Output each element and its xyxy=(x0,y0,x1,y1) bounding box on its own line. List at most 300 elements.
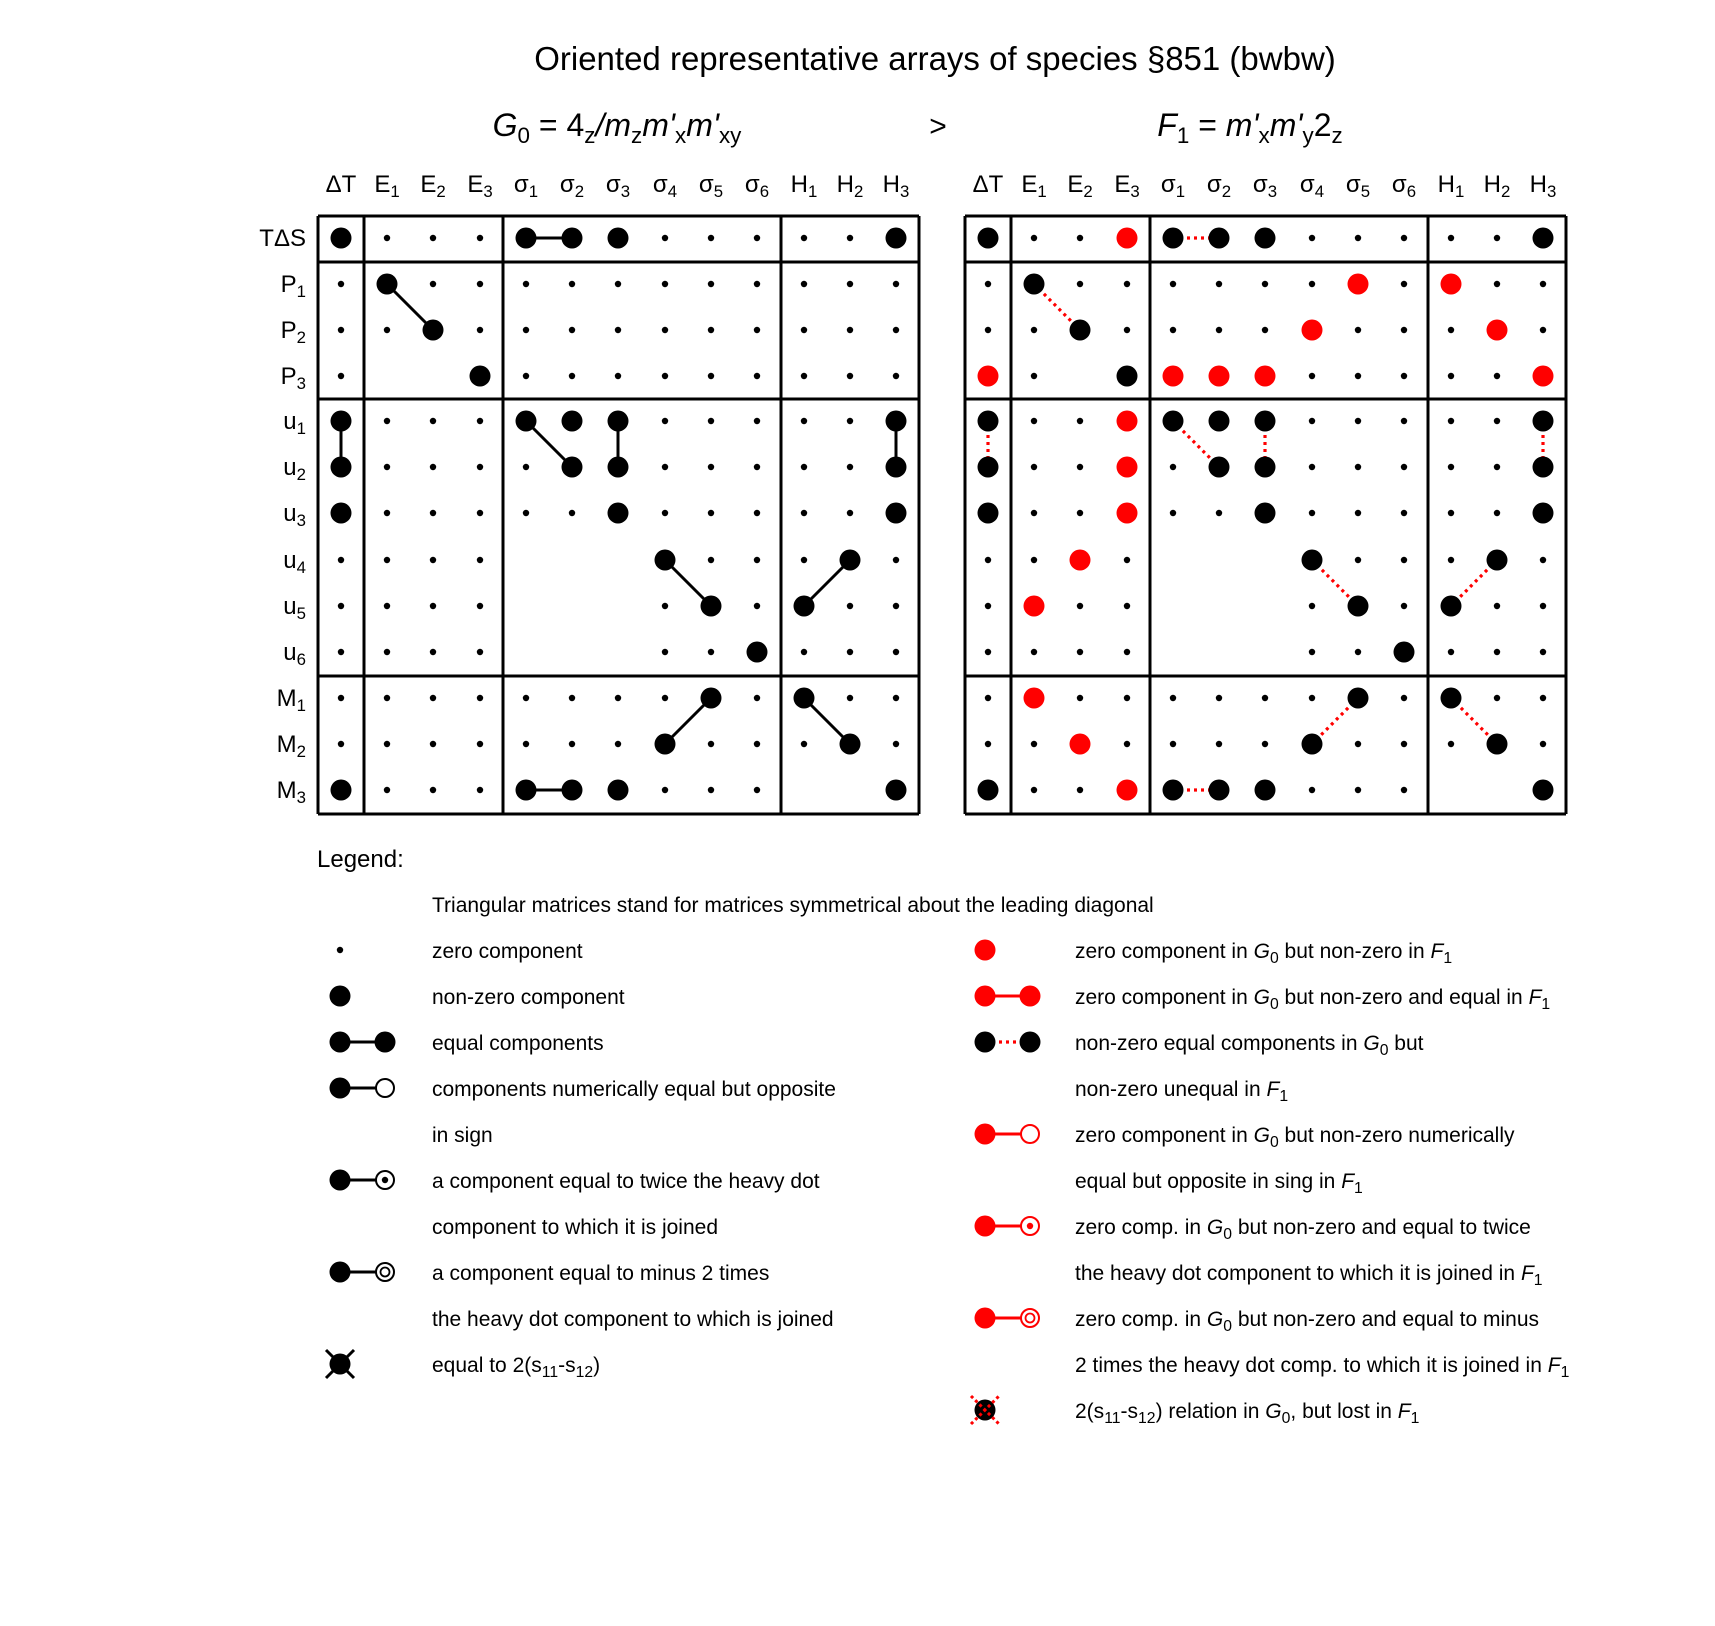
row-header: u5 xyxy=(283,593,306,624)
nonzero-component-dot xyxy=(886,780,907,801)
zero-component-dot xyxy=(1540,695,1546,701)
zero-component-dot xyxy=(1540,327,1546,333)
zero-component-dot xyxy=(1124,603,1130,609)
new-nonzero-component-dot xyxy=(1117,780,1138,801)
zero-component-dot xyxy=(847,235,853,241)
zero-component-dot xyxy=(477,281,483,287)
zero-component-dot xyxy=(477,510,483,516)
zero-component-dot xyxy=(847,649,853,655)
zero-component-dot xyxy=(384,510,390,516)
column-header: E1 xyxy=(1021,171,1047,202)
zero-component-dot xyxy=(1494,373,1500,379)
legend-left-item-text: the heavy dot component to which is joined xyxy=(432,1308,834,1331)
nonzero-component-dot xyxy=(1487,734,1508,755)
zero-component-dot xyxy=(708,327,714,333)
nonzero-component-dot xyxy=(331,780,352,801)
nonzero-component-dot xyxy=(1533,780,1554,801)
nonzero-component-dot xyxy=(1255,457,1276,478)
nonzero-component-dot xyxy=(562,228,583,249)
nonzero-component-dot xyxy=(331,228,352,249)
zero-component-dot xyxy=(801,235,807,241)
row-header: u2 xyxy=(283,454,306,485)
zero-component-dot xyxy=(754,741,760,747)
zero-component-dot xyxy=(801,510,807,516)
zero-component-dot xyxy=(662,603,668,609)
red-minus-two-link-icon xyxy=(975,1308,1040,1329)
column-header: H1 xyxy=(1437,171,1465,202)
zero-component-dot xyxy=(477,464,483,470)
zero-component-dot xyxy=(662,787,668,793)
zero-component-dot xyxy=(430,741,436,747)
zero-component-dot xyxy=(985,327,991,333)
nonzero-component-dot xyxy=(1348,688,1369,709)
zero-component-dot xyxy=(430,603,436,609)
nonzero-component-dot xyxy=(377,274,398,295)
zero-component-dot xyxy=(1262,695,1268,701)
nonzero-component-dot xyxy=(655,734,676,755)
zero-component-dot xyxy=(893,557,899,563)
column-header: σ4 xyxy=(652,171,678,202)
legend-left-item-text: equal components xyxy=(432,1032,604,1055)
zero-component-dot xyxy=(1355,235,1361,241)
zero-component-dot xyxy=(1124,695,1130,701)
zero-component-dot xyxy=(985,649,991,655)
zero-component-dot xyxy=(662,649,668,655)
zero-component-dot xyxy=(430,281,436,287)
nonzero-component-dot xyxy=(701,688,722,709)
zero-component-dot xyxy=(1124,327,1130,333)
zero-component-dot xyxy=(1216,741,1222,747)
nonzero-component-dot xyxy=(608,228,629,249)
zero-component-dot xyxy=(430,464,436,470)
zero-component-dot xyxy=(985,741,991,747)
legend-left-item-text: components numerically equal but opposite xyxy=(432,1078,836,1101)
zero-component-dot xyxy=(523,464,529,470)
nonzero-component-dot xyxy=(1533,411,1554,432)
zero-component-dot xyxy=(1355,327,1361,333)
zero-component-dot xyxy=(1401,235,1407,241)
zero-component-dot xyxy=(1448,418,1454,424)
nonzero-component-dot xyxy=(1533,457,1554,478)
column-header: E2 xyxy=(1067,171,1093,202)
red-equal-link-icon xyxy=(975,986,1041,1007)
zero-component-dot xyxy=(615,695,621,701)
zero-component-dot xyxy=(430,418,436,424)
zero-component-dot xyxy=(615,741,621,747)
nonzero-component-dot xyxy=(608,780,629,801)
new-nonzero-component-dot xyxy=(1117,411,1138,432)
zero-component-dot xyxy=(1401,510,1407,516)
zero-component-dot xyxy=(1309,418,1315,424)
new-nonzero-component-dot xyxy=(1117,228,1138,249)
legend-left-item-text: in sign xyxy=(432,1124,493,1147)
zero-component-dot xyxy=(384,464,390,470)
zero-component-dot xyxy=(1077,510,1083,516)
zero-component-dot xyxy=(1448,741,1454,747)
zero-component-dot xyxy=(430,557,436,563)
legend-left-item-text: equal to 2(s11-s12) xyxy=(432,1354,601,1381)
nonzero-component-dot xyxy=(331,411,352,432)
zero-component-dot xyxy=(1216,695,1222,701)
zero-component-dot xyxy=(893,649,899,655)
zero-component-dot xyxy=(1031,418,1037,424)
zero-component-dot xyxy=(1494,281,1500,287)
zero-component-dot xyxy=(1540,603,1546,609)
nonzero-component-dot xyxy=(516,411,537,432)
twice-link-icon xyxy=(330,1170,395,1191)
nonzero-component-dot xyxy=(1255,503,1276,524)
nonzero-component-dot xyxy=(608,503,629,524)
zero-component-dot xyxy=(338,557,344,563)
row-header: u1 xyxy=(283,408,306,439)
zero-component-dot xyxy=(1448,464,1454,470)
zero-component-dot xyxy=(1401,787,1407,793)
zero-component-dot xyxy=(1448,557,1454,563)
new-nonzero-component-dot xyxy=(1024,596,1045,617)
nonzero-component-dot xyxy=(794,596,815,617)
row-header: M3 xyxy=(276,777,306,808)
zero-component-dot xyxy=(801,373,807,379)
nonzero-component-dot xyxy=(886,457,907,478)
zero-component-dot xyxy=(384,418,390,424)
zero-component-dot xyxy=(1031,649,1037,655)
zero-component-dot xyxy=(1262,327,1268,333)
zero-component-dot xyxy=(754,418,760,424)
red-twice-link-icon xyxy=(975,1216,1040,1237)
zero-component-dot xyxy=(801,418,807,424)
zero-component-dot xyxy=(1355,557,1361,563)
column-header: σ2 xyxy=(1206,171,1232,202)
zero-component-dot xyxy=(662,281,668,287)
zero-component-dot xyxy=(1170,327,1176,333)
nonzero-component-dot xyxy=(423,320,444,341)
nonzero-component-dot xyxy=(1302,734,1323,755)
zero-component-dot xyxy=(1309,787,1315,793)
zero-component-dot xyxy=(477,787,483,793)
zero-component-dot xyxy=(1355,741,1361,747)
legend-right-item-text: 2(s11-s12) relation in G0, but lost in F1 xyxy=(1075,1400,1420,1427)
row-header: u6 xyxy=(283,639,306,670)
legend-left-item-text: zero component xyxy=(432,940,583,963)
zero-component-dot xyxy=(1355,510,1361,516)
column-header: E3 xyxy=(467,171,493,202)
zero-component-dot xyxy=(1077,787,1083,793)
column-header: σ2 xyxy=(559,171,585,202)
nonzero-component-dot xyxy=(608,457,629,478)
nonzero-component-dot xyxy=(331,457,352,478)
row-header: P2 xyxy=(280,317,306,348)
zero-component-dot xyxy=(754,281,760,287)
zero-component-dot xyxy=(1355,373,1361,379)
zero-component-dot xyxy=(338,327,344,333)
zero-component-dot xyxy=(1031,464,1037,470)
column-header: σ1 xyxy=(1160,171,1186,202)
zero-component-dot xyxy=(662,327,668,333)
zero-component-dot xyxy=(1077,603,1083,609)
zero-component-dot xyxy=(384,695,390,701)
zero-component-dot xyxy=(338,695,344,701)
column-header: σ1 xyxy=(513,171,539,202)
zero-component-dot xyxy=(338,603,344,609)
zero-component-dot xyxy=(569,510,575,516)
new-nonzero-component-dot xyxy=(1117,503,1138,524)
zero-component-dot xyxy=(708,649,714,655)
zero-component-dot xyxy=(985,695,991,701)
zero-component-dot xyxy=(1077,464,1083,470)
zero-component-dot xyxy=(1401,557,1407,563)
new-nonzero-component-dot xyxy=(1348,274,1369,295)
zero-component-dot xyxy=(569,741,575,747)
nonzero-component-dot xyxy=(747,642,768,663)
zero-component-dot xyxy=(1077,281,1083,287)
legend-heading: Legend: xyxy=(317,846,404,873)
zero-component-dot xyxy=(338,649,344,655)
zero-component-dot xyxy=(523,510,529,516)
zero-component-dot xyxy=(847,418,853,424)
column-header: σ6 xyxy=(1391,171,1417,202)
zero-component-dot xyxy=(708,373,714,379)
legend-right-item-text: non-zero unequal in F1 xyxy=(1075,1078,1289,1105)
zero-component-dot xyxy=(708,464,714,470)
row-header: M2 xyxy=(276,731,306,762)
nonzero-component-dot xyxy=(1441,596,1462,617)
zero-component-dot xyxy=(801,327,807,333)
zero-component-dot xyxy=(1309,281,1315,287)
zero-component-dot xyxy=(708,557,714,563)
zero-component-dot xyxy=(477,235,483,241)
nonzero-component-dot xyxy=(886,411,907,432)
zero-component-dot xyxy=(1216,281,1222,287)
matrix-child-group xyxy=(965,171,1566,814)
zero-component-dot xyxy=(1309,603,1315,609)
column-header: σ3 xyxy=(605,171,631,202)
zero-component-dot xyxy=(662,235,668,241)
zero-component-dot xyxy=(985,603,991,609)
nonzero-component-dot xyxy=(1163,780,1184,801)
zero-component-dot xyxy=(893,281,899,287)
zero-component-dot xyxy=(1540,557,1546,563)
zero-component-dot xyxy=(523,327,529,333)
column-header: H2 xyxy=(836,171,864,202)
legend-right-item-text: zero comp. in G0 but non-zero and equal to minus xyxy=(1075,1308,1540,1335)
zero-component-dot xyxy=(847,695,853,701)
zero-component-dot xyxy=(708,510,714,516)
zero-component-dot xyxy=(1170,741,1176,747)
row-header: u4 xyxy=(283,547,306,578)
legend-right-item-text: zero comp. in G0 but non-zero and equal to twice xyxy=(1075,1216,1531,1243)
zero-component-dot xyxy=(477,557,483,563)
nonzero-component-dot xyxy=(840,734,861,755)
zero-component-dot xyxy=(1401,695,1407,701)
legend-right-item-text: the heavy dot component to which it is joined in F1 xyxy=(1075,1262,1543,1289)
zero-component-dot xyxy=(1494,603,1500,609)
opposite-link-icon xyxy=(330,1078,395,1099)
nonzero-component-dot xyxy=(1209,457,1230,478)
row-header: P1 xyxy=(280,271,306,302)
zero-component-dot xyxy=(338,373,344,379)
zero-component-dot xyxy=(1309,695,1315,701)
zero-component-dot xyxy=(477,327,483,333)
zero-component-dot xyxy=(1355,418,1361,424)
zero-component-dot xyxy=(1031,510,1037,516)
zero-component-dot xyxy=(384,649,390,655)
zero-component-dot xyxy=(1494,235,1500,241)
zero-component-dot xyxy=(1448,327,1454,333)
zero-component-dot xyxy=(430,787,436,793)
nonzero-component-dot xyxy=(1209,411,1230,432)
column-header: E3 xyxy=(1114,171,1140,202)
zero-component-dot xyxy=(1031,557,1037,563)
zero-component-dot xyxy=(1170,510,1176,516)
zero-component-dot xyxy=(847,510,853,516)
zero-component-dot xyxy=(1031,741,1037,747)
zero-component-dot xyxy=(1031,327,1037,333)
zero-component-dot xyxy=(1309,373,1315,379)
column-header: H2 xyxy=(1483,171,1511,202)
row-header: P3 xyxy=(280,363,306,394)
zero-component-dot xyxy=(1124,741,1130,747)
zero-component-dot xyxy=(985,557,991,563)
zero-component-dot xyxy=(893,327,899,333)
nonzero-component-dot xyxy=(1024,274,1045,295)
column-header: H1 xyxy=(790,171,818,202)
zero-component-dot xyxy=(384,235,390,241)
zero-component-dot xyxy=(662,418,668,424)
zero-component-dot xyxy=(1401,281,1407,287)
nonzero-component-dot xyxy=(1348,596,1369,617)
zero-component-dot xyxy=(1494,510,1500,516)
zero-component-dot xyxy=(754,373,760,379)
zero-component-dot xyxy=(1077,649,1083,655)
zero-component-dot xyxy=(477,695,483,701)
new-nonzero-component-dot xyxy=(978,366,999,387)
zero-component-dot xyxy=(1448,373,1454,379)
zero-component-dot xyxy=(1494,418,1500,424)
new-nonzero-component-dot xyxy=(1255,366,1276,387)
zero-component-dot xyxy=(523,373,529,379)
zero-component-dot xyxy=(1355,464,1361,470)
new-nonzero-component-dot xyxy=(1533,366,1554,387)
column-header: σ4 xyxy=(1299,171,1325,202)
nonzero-component-dot xyxy=(1163,411,1184,432)
zero-component-dot xyxy=(523,281,529,287)
column-header: E2 xyxy=(420,171,446,202)
zero-component-dot xyxy=(1540,281,1546,287)
zero-component-dot xyxy=(1309,235,1315,241)
legend xyxy=(317,846,1569,1427)
zero-component-dot xyxy=(477,603,483,609)
column-header: ΔT xyxy=(972,171,1004,198)
legend-right-item-text: non-zero equal components in G0 but xyxy=(1075,1032,1424,1059)
zero-component-dot xyxy=(384,787,390,793)
zero-component-dot xyxy=(754,695,760,701)
figure-title: Oriented representative arrays of species §851 (bwbw) xyxy=(534,40,1336,77)
zero-component-dot xyxy=(477,418,483,424)
zero-component-dot xyxy=(430,510,436,516)
zero-component-dot xyxy=(847,373,853,379)
zero-component-dot xyxy=(1309,649,1315,655)
zero-component-dot xyxy=(615,373,621,379)
zero-component-dot xyxy=(1401,741,1407,747)
zero-component-dot xyxy=(1494,649,1500,655)
zero-component-dot xyxy=(569,327,575,333)
zero-component-dot xyxy=(1401,327,1407,333)
zero-component-dot xyxy=(893,603,899,609)
zero-component-dot xyxy=(1031,373,1037,379)
zero-component-dot xyxy=(1540,741,1546,747)
zero-component-dot xyxy=(523,741,529,747)
zero-component-dot xyxy=(754,327,760,333)
nonzero-component-dot xyxy=(1117,366,1138,387)
nonzero-component-dot xyxy=(1209,780,1230,801)
zero-component-dot xyxy=(1494,695,1500,701)
nonzero-component-dot xyxy=(1209,228,1230,249)
zero-component-dot xyxy=(1401,464,1407,470)
zero-component-dot xyxy=(430,235,436,241)
parent-group-label: G0 = 4z/mzm'xm'xy xyxy=(492,107,742,148)
zero-component-dot xyxy=(801,557,807,563)
zero-component-dot xyxy=(708,418,714,424)
zero-component-dot xyxy=(338,741,344,747)
zero-component-dot xyxy=(662,510,668,516)
column-header: σ5 xyxy=(698,171,724,202)
zero-component-dot xyxy=(1401,603,1407,609)
big-dot-icon xyxy=(330,986,351,1007)
zero-component-dot xyxy=(384,603,390,609)
zero-component-dot xyxy=(893,373,899,379)
minus-two-link-icon xyxy=(330,1262,395,1283)
zero-component-dot xyxy=(1448,510,1454,516)
row-header: M1 xyxy=(276,685,306,716)
legend-left-item-text: a component equal to twice the heavy dot xyxy=(432,1170,820,1193)
zero-component-dot xyxy=(754,510,760,516)
zero-component-dot xyxy=(1077,418,1083,424)
zero-component-dot xyxy=(477,649,483,655)
comparison-symbol: > xyxy=(929,110,947,143)
zero-component-dot xyxy=(847,327,853,333)
zero-component-dot xyxy=(1355,649,1361,655)
zero-component-dot xyxy=(662,373,668,379)
legend-note: Triangular matrices stand for matrices symmetrical about the leading diagonal xyxy=(432,894,1154,917)
zero-component-dot xyxy=(1262,281,1268,287)
zero-component-dot xyxy=(708,235,714,241)
zero-component-dot xyxy=(615,281,621,287)
nonzero-component-dot xyxy=(978,228,999,249)
row-header: u3 xyxy=(283,500,306,531)
nonzero-component-dot xyxy=(562,780,583,801)
new-nonzero-component-dot xyxy=(1163,366,1184,387)
zero-component-dot xyxy=(708,741,714,747)
column-header: H3 xyxy=(882,171,910,202)
nonzero-component-dot xyxy=(701,596,722,617)
zero-component-dot xyxy=(1540,649,1546,655)
lost-equal-link-icon xyxy=(975,1032,1041,1053)
zero-component-dot xyxy=(1309,510,1315,516)
nonzero-component-dot xyxy=(608,411,629,432)
zero-component-dot xyxy=(847,281,853,287)
nonzero-component-dot xyxy=(331,503,352,524)
nonzero-component-dot xyxy=(1255,411,1276,432)
zero-component-dot xyxy=(1124,557,1130,563)
red-dot-icon xyxy=(975,940,996,961)
zero-component-dot xyxy=(1031,235,1037,241)
zero-component-dot xyxy=(1077,695,1083,701)
zero-component-dot xyxy=(477,741,483,747)
zero-component-dot xyxy=(1124,649,1130,655)
new-nonzero-component-dot xyxy=(1117,457,1138,478)
zero-component-dot xyxy=(1494,464,1500,470)
zero-component-dot xyxy=(569,281,575,287)
